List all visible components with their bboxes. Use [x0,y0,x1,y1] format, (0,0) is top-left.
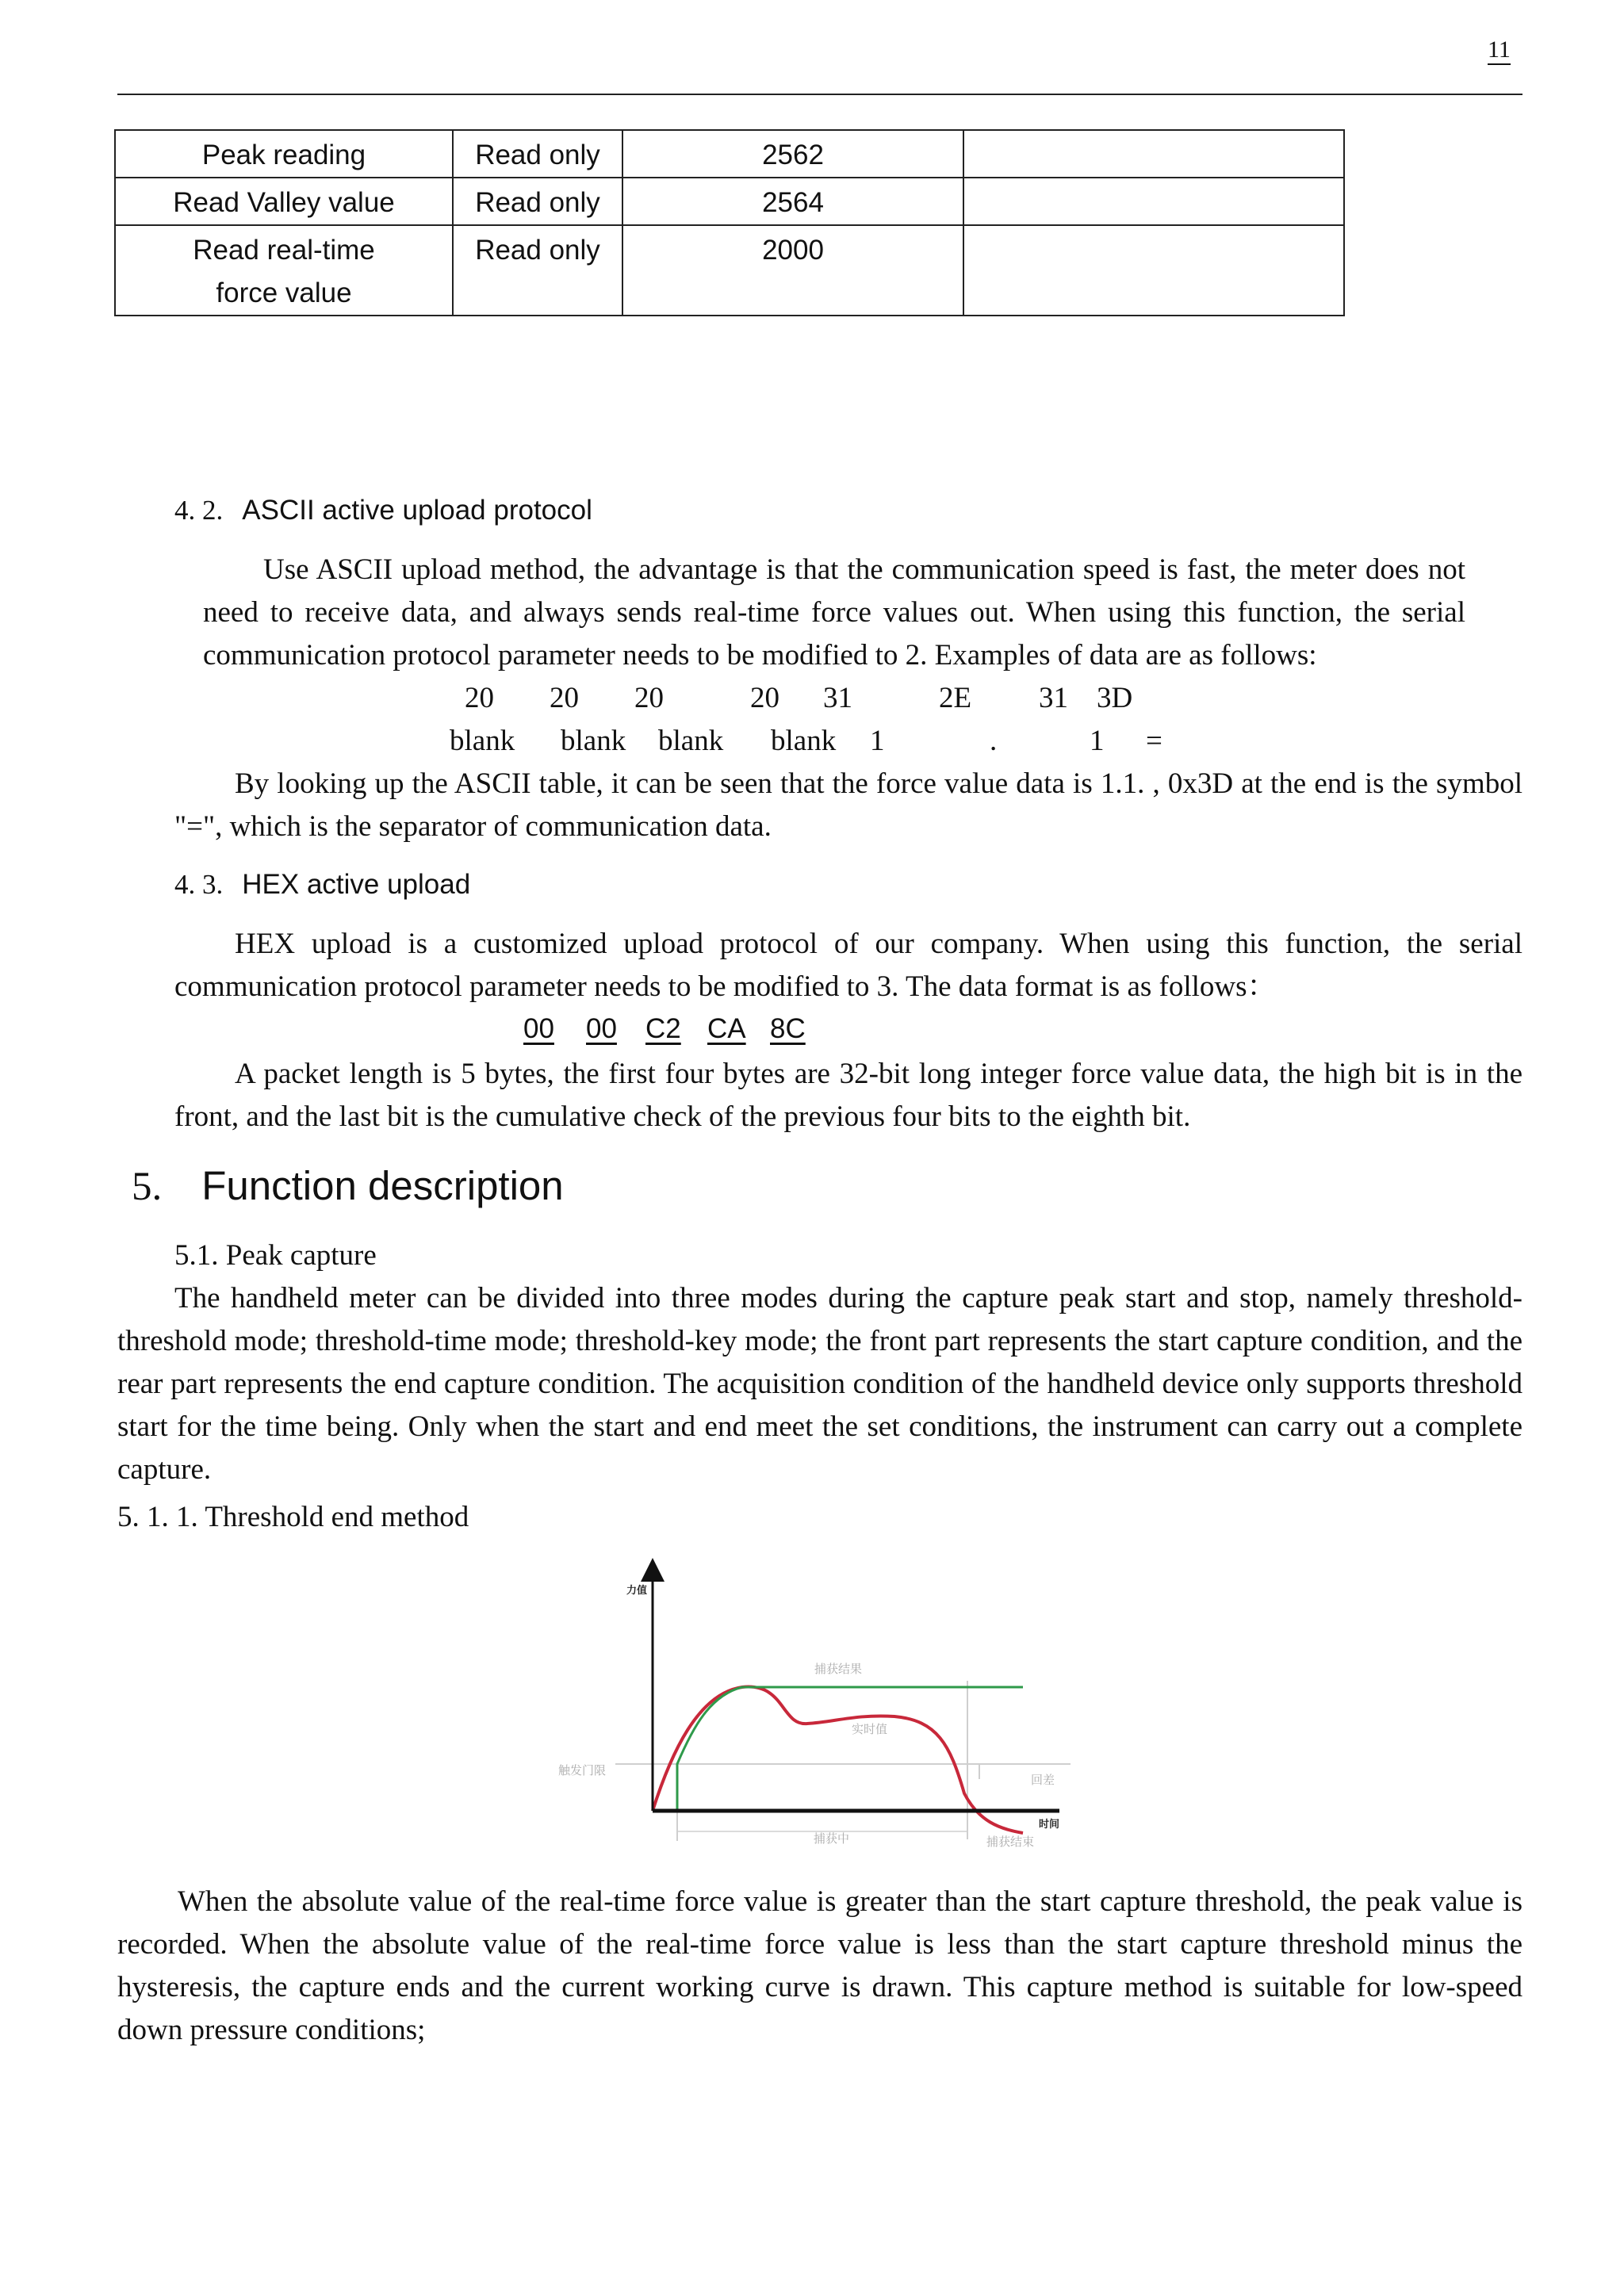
section-heading-4-2 [174,495,592,526]
hex-code: 20 [550,682,579,714]
capture-result-label: 捕获结果 [814,1662,863,1676]
page-number: 11 [1488,36,1511,65]
ascii-explanation: By looking up the ASCII table, it can be seen that the force value data is 1.1. , 0x3D at the end is the symbol "=", which is the separator of communication data. [174,767,1522,843]
subsection-heading-5-1: 5.1. Peak capture [174,1239,377,1272]
register-table [114,129,1345,316]
ascii-char: blank [658,725,724,757]
table-cell-name: Peak reading [115,130,453,178]
section-number: 4. 3. [174,869,224,900]
table-cell-address: 2564 [622,178,963,225]
section-title: HEX active upload [242,869,471,900]
ascii-paragraph: Use ASCII upload method, the advantage is that the communication speed is fast, the meter does not need to receive data, and always sends real-time force values out. When using this function, the serial communication protocol parameter needs to be modified to 2. Examples of data are as follows: [203,553,1465,672]
section-heading-4-3 [174,869,470,901]
ascii-char: blank [771,725,837,757]
y-axis-label: 力值 [626,1585,648,1597]
header-rule [117,94,1522,95]
hysteresis-label: 回差 [1031,1773,1055,1787]
table-cell-note [963,130,1344,178]
hex-code: 20 [750,682,779,714]
x-axis-label: 时间 [1039,1819,1060,1831]
table-cell-name-line: Read real-time [193,235,375,266]
ascii-char: 1 [1090,725,1105,757]
hex-byte: 00 [586,1013,617,1044]
table-cell-name [115,225,453,316]
hex-explanation: A packet length is 5 bytes, the first four bytes are 32-bit long integer force value data, the high bit is in the front, and the last bit is the cumulative check of the previous four bits to the eighth bit. [174,1058,1522,1133]
table-cell-access: Read only [453,178,622,225]
capture-end-label: 捕获结束 [986,1835,1035,1849]
hex-code: 20 [465,682,494,714]
section-title: Function description [201,1163,564,1208]
hex-code: 31 [1039,682,1068,714]
ascii-char: 1 [870,725,885,757]
section-heading-5 [132,1162,564,1210]
realtime-label: 实时值 [852,1722,888,1736]
table-row [115,130,1344,178]
hex-paragraph: HEX upload is a customized upload protocol of our company. When using this function, the serial communication protocol parameter needs to be modified to 3. The data format is as follows： [174,928,1522,1003]
table-cell-name-line: force value [216,277,352,308]
hex-byte: C2 [645,1013,681,1044]
threshold-end-paragraph: When the absolute value of the real-time force value is greater than the start capture threshold, the peak value is recorded. When the absolute value of the real-time force value is less than the start capture threshold minus the hysteresis, the capture ends and the current working curve is drawn. This capture method is suitable for low-speed down pressure conditions; [117,1885,1522,2046]
section-number: 5. [132,1165,163,1209]
table-cell-address: 2000 [622,225,963,316]
hex-byte: 8C [770,1013,806,1044]
section-number: 4. 2. [174,495,224,526]
threshold-end-diagram [523,1556,1078,1865]
table-cell-address: 2562 [622,130,963,178]
table-cell-note [963,225,1344,316]
hex-byte: CA [707,1013,746,1044]
hex-code: 31 [823,682,852,714]
ascii-char: blank [561,725,626,757]
hex-byte: 00 [523,1013,554,1044]
peak-capture-paragraph: The handheld meter can be divided into three modes during the capture peak start and stop, namely threshold-threshold mode; threshold-time mode; threshold-key mode; the front part represents the start capture condition, and the rear part represents the end capture condition. The acquisition condition of the handheld device only supports threshold start for the time being. Only when the start and end meet the set conditions, the instrument can carry out a complete capture. [117,1282,1522,1486]
table-row [115,225,1344,316]
table-cell-note [963,178,1344,225]
hex-code: 20 [634,682,664,714]
table-cell-access: Read only [453,225,622,316]
ascii-char: = [1146,725,1162,757]
table-cell-access: Read only [453,130,622,178]
capturing-label: 捕获中 [814,1831,850,1846]
ascii-char-sequence [0,720,1624,763]
table-cell-name: Read Valley value [115,178,453,225]
hex-code: 2E [939,682,972,714]
table-row [115,178,1344,225]
ascii-char: blank [450,725,515,757]
ascii-hex-sequence [0,677,1624,720]
hex-bytes [0,1013,1624,1053]
trigger-threshold-label: 触发门限 [558,1763,607,1777]
section-title: ASCII active upload protocol [242,495,592,526]
subsection-heading-5-1-1: 5. 1. 1. Threshold end method [117,1501,469,1533]
ascii-char: . [990,725,998,757]
hex-code: 3D [1097,682,1133,714]
